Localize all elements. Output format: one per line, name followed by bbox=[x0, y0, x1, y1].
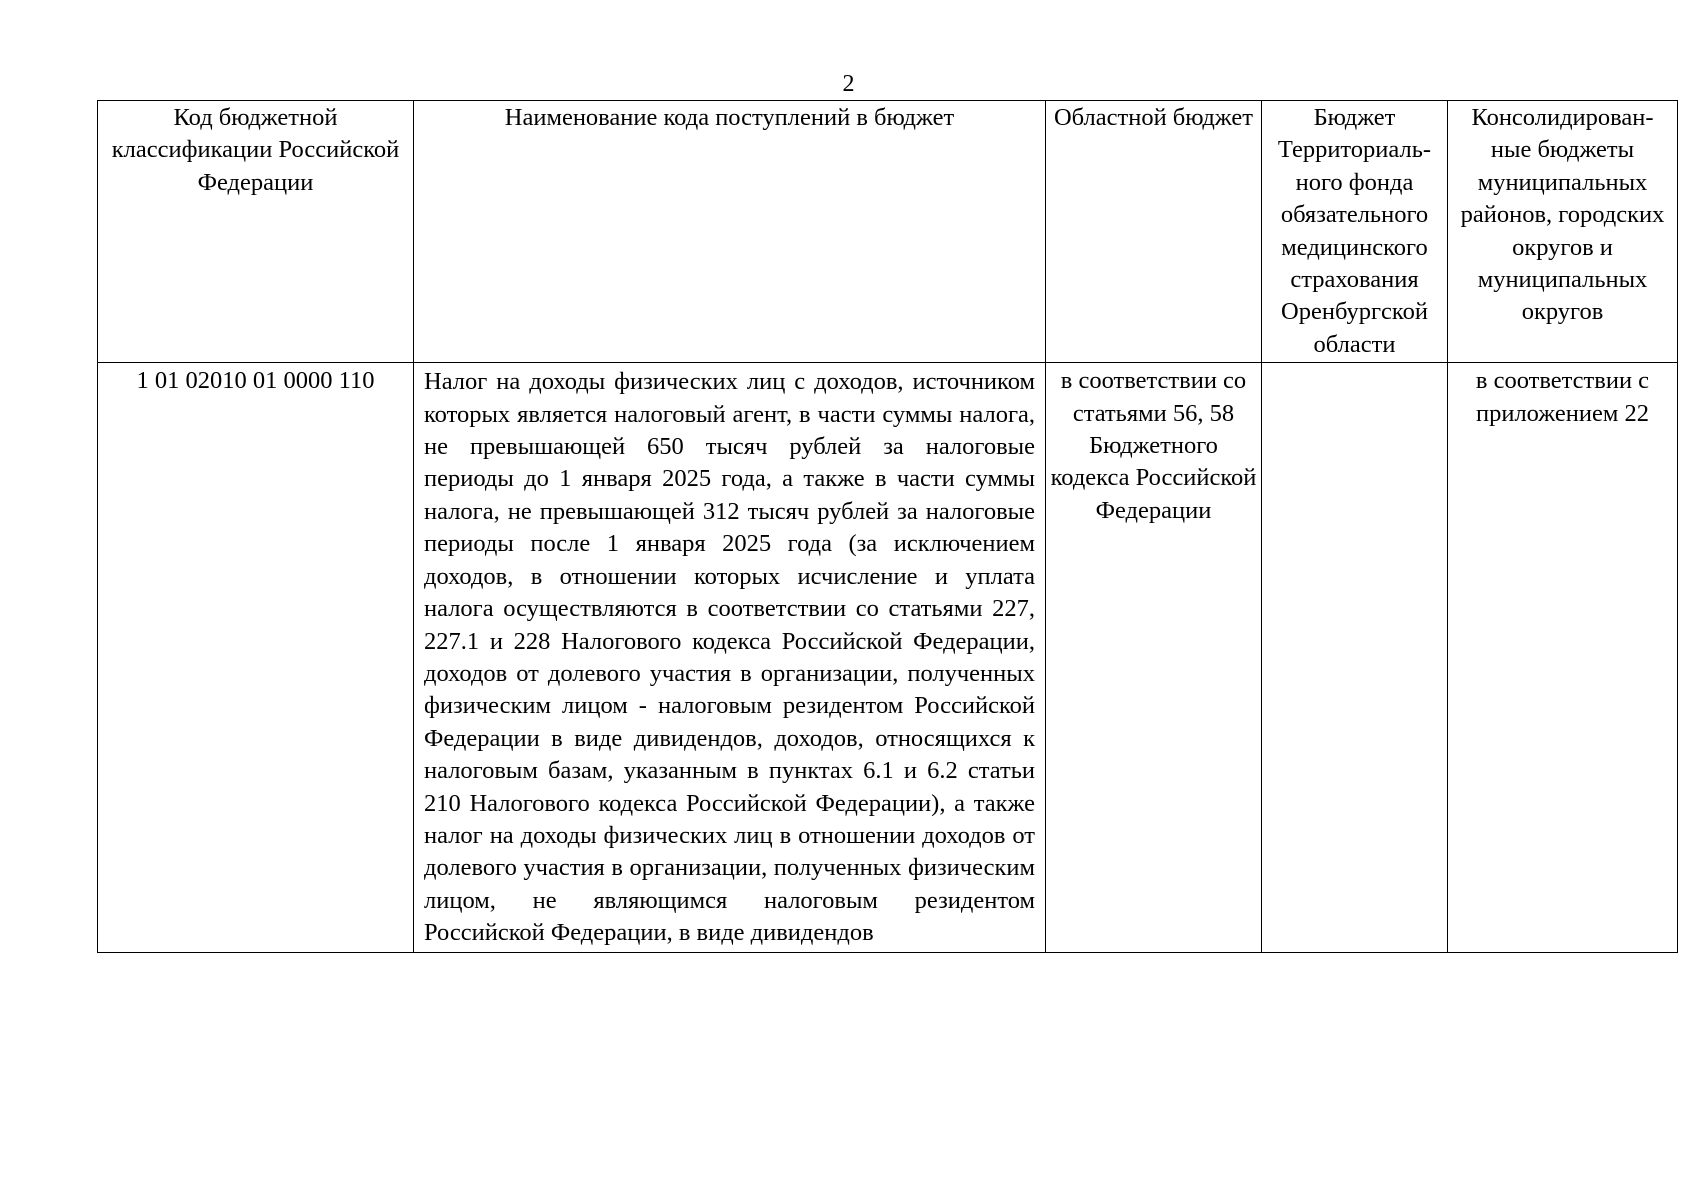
header-name-label: Наименование кода поступлений в бюджет bbox=[504, 104, 955, 131]
row-consolidated-budgets-value: в соответствии с приложением 22 bbox=[1475, 367, 1650, 427]
row-regional-budget bbox=[1046, 363, 1262, 952]
row-tfoms-budget bbox=[1262, 363, 1448, 952]
row-name bbox=[414, 363, 1046, 952]
table-header-row bbox=[98, 101, 1678, 363]
header-tfoms-budget bbox=[1262, 101, 1448, 363]
header-code-label: Код бюджетной классификации Российской Федерации bbox=[111, 104, 400, 196]
header-consolidated-budgets bbox=[1448, 101, 1678, 363]
page-number: 2 bbox=[842, 71, 855, 97]
row-consolidated-budgets bbox=[1448, 363, 1678, 952]
budget-classification-table bbox=[97, 100, 1678, 953]
row-code-value: 1 01 02010 01 0000 110 bbox=[136, 367, 375, 395]
header-name bbox=[414, 101, 1046, 363]
header-tfoms-budget-label: Бюджет Территориаль-ного фонда обязательного медицинского страхования Оренбургской области bbox=[1277, 104, 1432, 358]
row-regional-budget-value: в соответствии со статьями 56, 58 Бюджетного кодекса Российской Федерации bbox=[1050, 367, 1257, 524]
header-consolidated-budgets-label: Консолидирован-ные бюджеты муниципальных районов, городских округов и муниципальных округов bbox=[1460, 104, 1665, 326]
header-regional-budget bbox=[1046, 101, 1262, 363]
row-code bbox=[98, 363, 414, 952]
header-regional-budget-label: Областной бюджет bbox=[1053, 104, 1253, 131]
row-name-value: Налог на доходы физических лиц с доходов, источником которых является налоговый агент, в части суммы налога, не превышающей 650 тысяч рублей за налоговые периоды до 1 января 2025 года, а также в части суммы налога, не превышающей 312 тысяч рублей за налоговые периоды после 1 января 2025 года (за исключением доходов, в отношении которых исчисление и уплата налога осуществляются в соответствии со статьями 227, 227.1 и 228 Налогового кодекса Российской Федерации, доходов от долевого участия в организации, полученных физическим лицом - налоговым резидентом Российской Федерации в виде дивидендов, доходов, относящихся к налоговым базам, указанным в пунктах 6.1 и 6.2 статьи 210 Налогового кодекса Российской Федерации), а также налог на доходы физических лиц в отношении доходов от долевого участия в организации, полученных физическим лицом, не являющимся налоговым резидентом Российской Федерации, в виде дивидендов bbox=[424, 368, 1035, 947]
header-code bbox=[98, 101, 414, 363]
table-row bbox=[98, 363, 1678, 952]
